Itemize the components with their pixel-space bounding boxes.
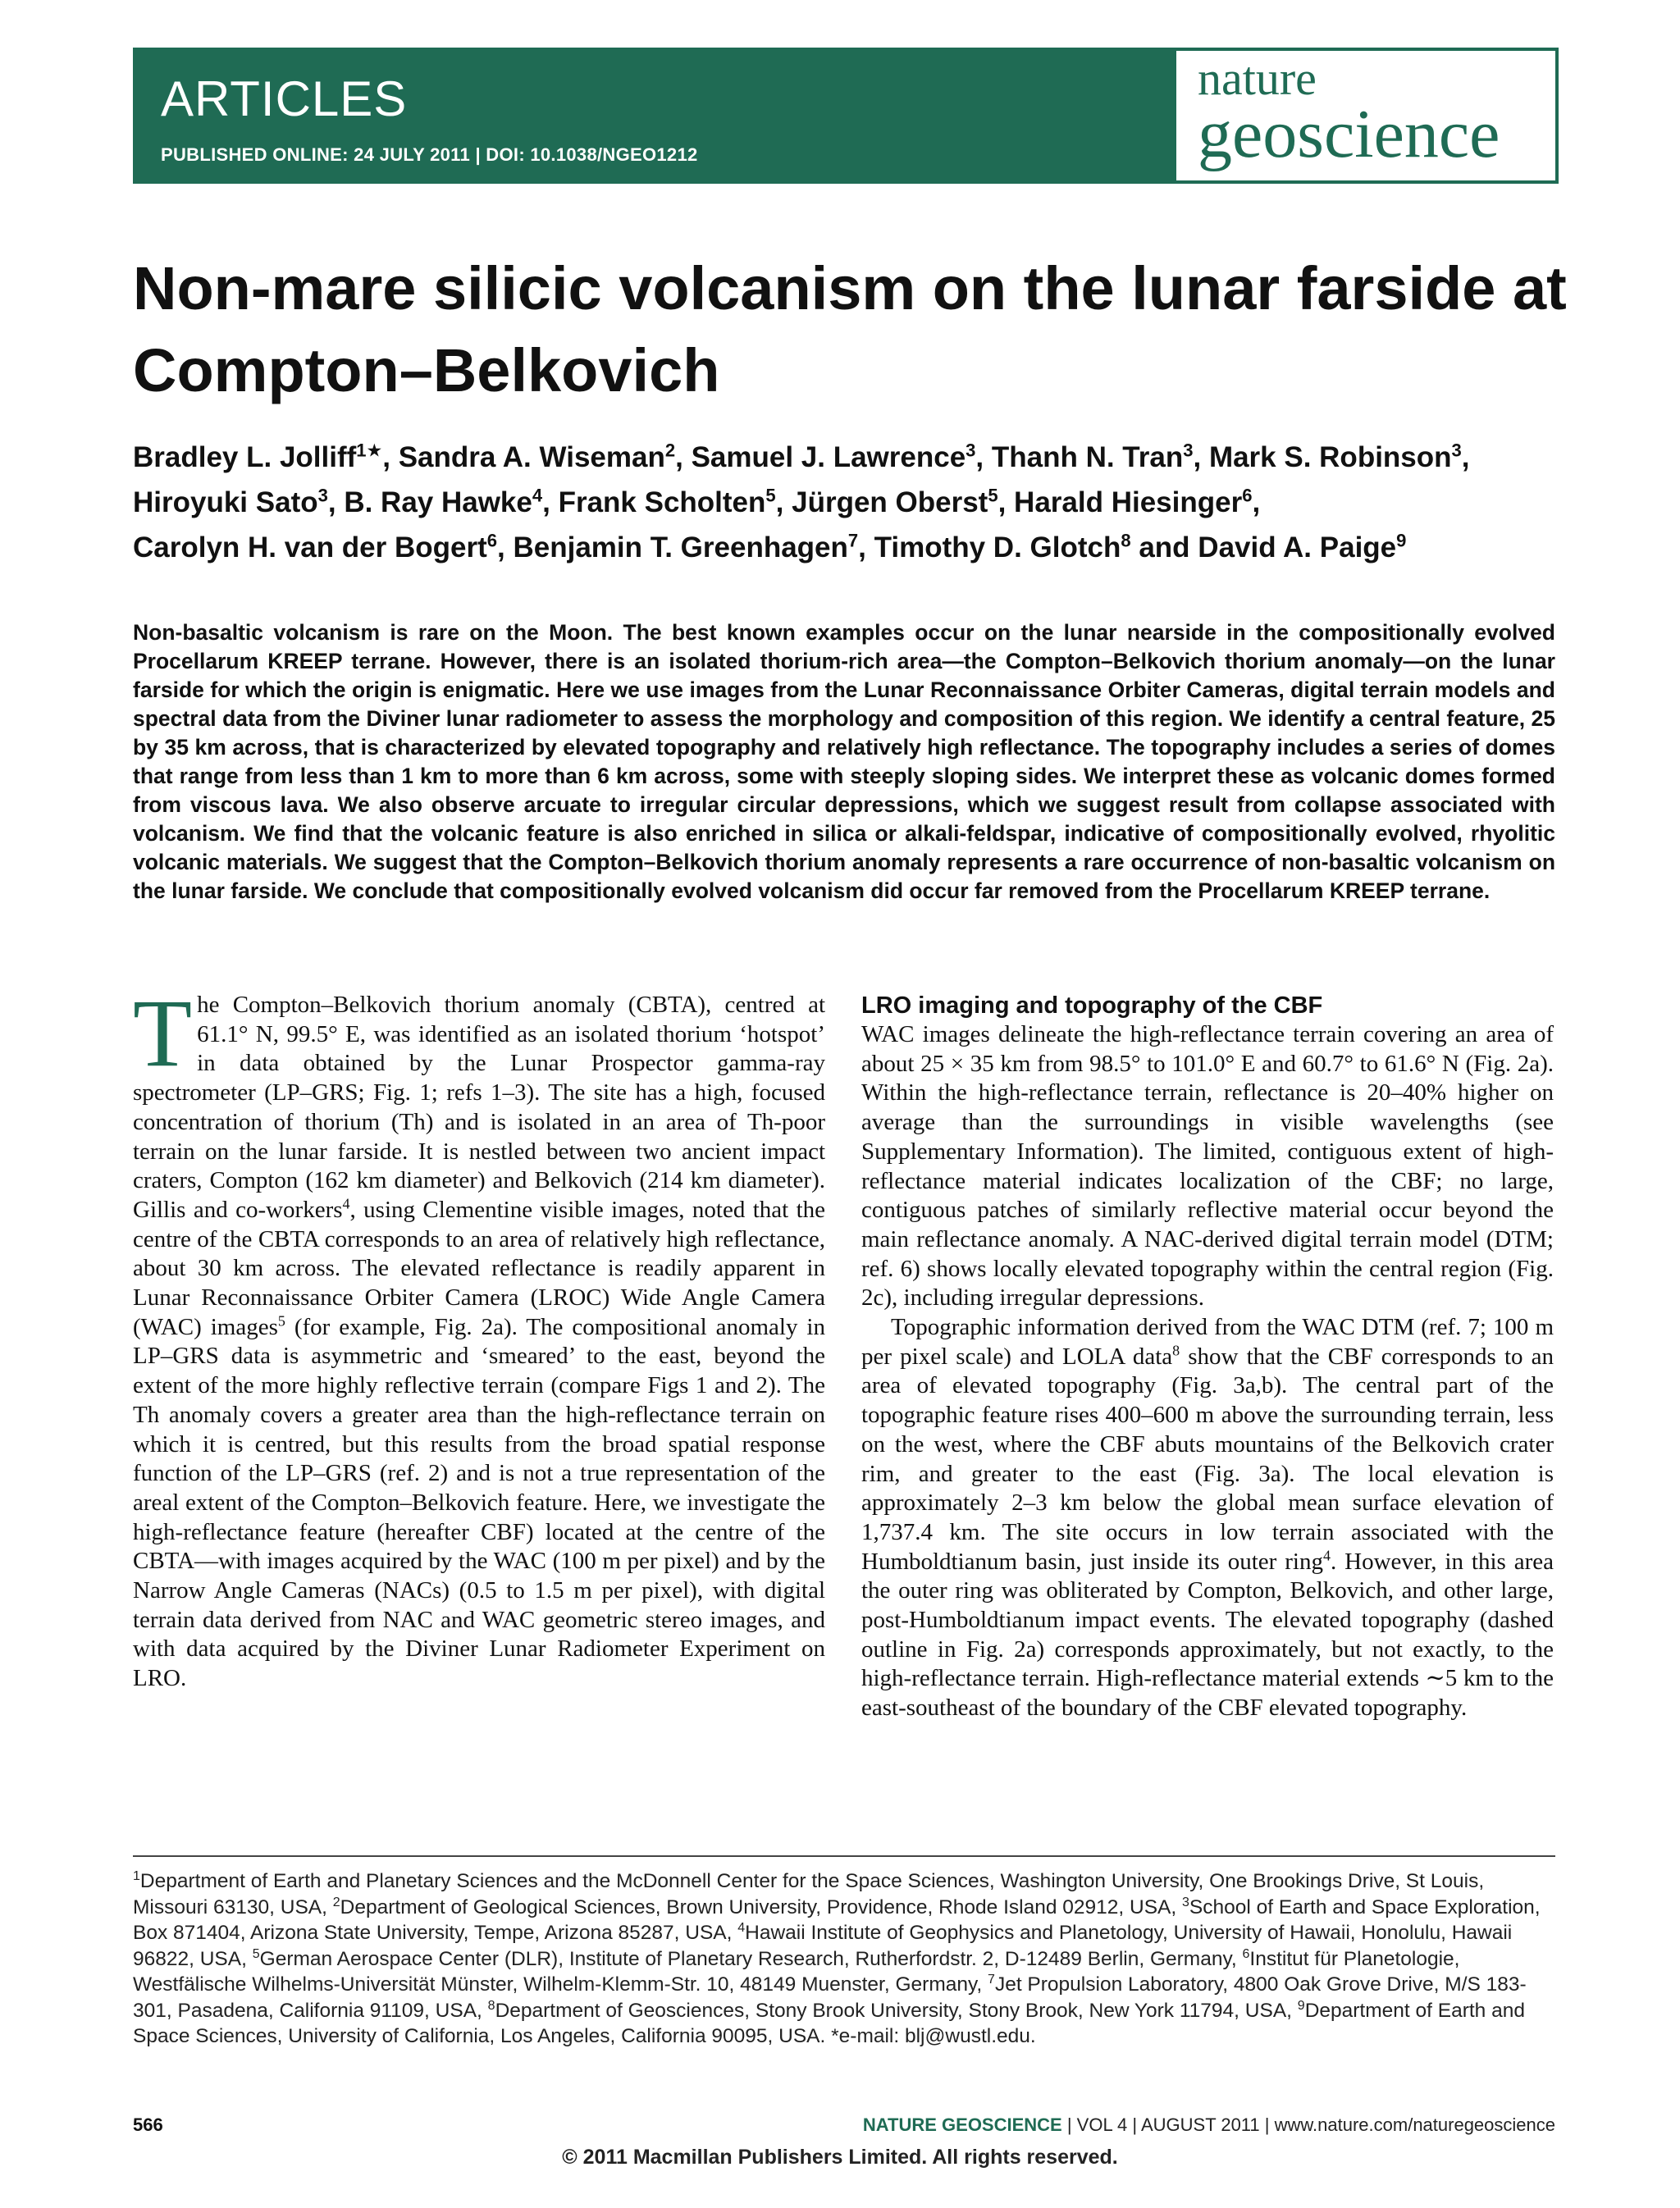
affiliation-number: 9 bbox=[1297, 1998, 1305, 2013]
author-name: Harald Hiesinger bbox=[1014, 486, 1243, 518]
published-line: PUBLISHED ONLINE: 24 JULY 2011 | DOI: 10.1038/NGEO1212 bbox=[161, 144, 698, 165]
text-run: , using Clementine visible images, noted that the centre of the CBTA corresponds to an area of relatively high reflectance, about 30 km across. The elevated reflectance is readily apparent in Lunar Reconnaissance Orbiter Camera (LROC) Wide Angle Camera (WAC) images bbox=[133, 1196, 825, 1340]
affiliation-text: Department of Geosciences, Stony Brook University, Stony Brook, New York 11794, USA, bbox=[495, 1999, 1298, 2022]
author-affiliation-ref: 3 bbox=[966, 440, 976, 461]
journal-name: NATURE GEOSCIENCE bbox=[862, 2114, 1062, 2135]
footnote-divider bbox=[133, 1855, 1555, 1857]
author-affiliation-ref: 3 bbox=[1183, 440, 1194, 461]
affiliation-text: German Aerospace Center (DLR), Institute of Planetary Research, Rutherfordstr. 2, D-12489 Berlin, Germany, bbox=[259, 1947, 1243, 1970]
affiliation-number: 5 bbox=[252, 1946, 260, 1961]
body-column-right bbox=[861, 991, 1554, 1723]
affiliation-number: 3 bbox=[1182, 1895, 1189, 1909]
author-affiliation-ref: 5 bbox=[765, 485, 776, 506]
author-affiliation-ref: 9 bbox=[1396, 530, 1407, 551]
author-separator: , bbox=[975, 441, 992, 473]
author-separator: and bbox=[1130, 531, 1198, 563]
page-number: 566 bbox=[133, 2114, 163, 2135]
body-column-left bbox=[133, 979, 825, 1694]
affiliation-text: Jet Propulsion Laboratory, 4800 Oak Grove Drive, M/S 183-301, Pasadena, California 91109, USA, bbox=[133, 1973, 1527, 2022]
author-separator: , bbox=[775, 486, 792, 518]
citation-ref: 4 bbox=[1322, 1547, 1331, 1563]
affiliation-text: Department of Geological Sciences, Brown University, Providence, Rhode Island 02912, USA, bbox=[340, 1896, 1183, 1918]
affiliation-number: 1 bbox=[133, 1868, 140, 1883]
body-paragraph bbox=[861, 1313, 1554, 1723]
author-name: Hiroyuki Sato bbox=[133, 486, 318, 518]
section-label: ARTICLES bbox=[161, 71, 408, 126]
author-name: Thanh N. Tran bbox=[991, 441, 1184, 473]
issue-info: | VOL 4 | AUGUST 2011 | www.nature.com/naturegeoscience bbox=[1061, 2114, 1555, 2135]
header-band bbox=[133, 48, 1559, 184]
author-affiliation-ref: 8 bbox=[1121, 530, 1131, 551]
article-title: Non-mare silicic volcanism on the lunar farside at Compton–Belkovich bbox=[133, 254, 1567, 404]
affiliation-text: Hawaii Institute of Geophysics and Planetology, University of Hawaii, Honolulu, Hawaii 96822, USA, bbox=[133, 1922, 1513, 1970]
author-name: Samuel J. Lawrence bbox=[691, 441, 966, 473]
footer-journal-info bbox=[863, 2114, 1555, 2136]
text-run: . However, in this area the outer ring was obliterated by Compton, Belkovich, and other large, post-Humboldtianum impact events. The elevated topography (dashed outline in Fig. 2a) corresponds approximately, but not exactly, to the high-reflectance terrain. High-reflectance material extends ∼5 km to the east-southeast of the boundary of the CBF elevated topography. bbox=[861, 1548, 1554, 1722]
author-name: Frank Scholten bbox=[558, 486, 766, 518]
author-name: Timothy D. Glotch bbox=[874, 531, 1121, 563]
author-separator: , bbox=[497, 531, 514, 563]
author-name: B. Ray Hawke bbox=[344, 486, 532, 518]
text-run: Topographic information derived from the WAC DTM (ref. 7; 100 m per pixel scale) and LOLA data bbox=[861, 1314, 1554, 1370]
drop-cap: T bbox=[133, 979, 193, 1087]
author-name: Mark S. Robinson bbox=[1208, 441, 1452, 473]
author-affiliation-ref: 2 bbox=[664, 440, 676, 461]
abstract: Non-basaltic volcanism is rare on the Moon. The best known examples occur on the lunar nearside in the compositionally evolved Procellarum KREEP terrane. However, there is an isolated thorium-rich area—the Compton–Belkovich thorium anomaly—on the lunar farside for which the origin is enigmatic. Here we use images from the Lunar Reconnaissance Orbiter Cameras, digital terrain models and spectral data from the Diviner lunar radiometer to assess the morphology and composition of this region. We identify a central feature, 25 by 35 km across, that is characterized by elevated topography and relatively high reflectance. The topography includes a series of domes that range from less than 1 km to more than 6 km across, some with steeply sloping sides. We interpret these as volcanic domes formed from viscous lava. We also observe arcuate to irregular circular depressions, which we suggest result from collapse associated with volcanism. We find that the volcanic feature is also enriched in silica or alkali-feldspar, indicative of compositionally evolved, rhyolitic volcanic materials. We suggest that the Compton–Belkovich thorium anomaly represents a rare occurrence of non-basaltic volcanism on the lunar farside. We conclude that compositionally evolved volcanism did occur far removed from the Procellarum KREEP terrane. bbox=[133, 620, 1555, 903]
author-separator: , bbox=[998, 486, 1015, 518]
affiliation-text: Institut für Planetologie, Westfälische Wilhelms-Universität Münster, Wilhelm-Klemm-Str. 10, 48149 Muenster, Germany, bbox=[133, 1947, 1460, 1996]
author-affiliation-ref: 5 bbox=[988, 485, 998, 506]
affiliation-number: 8 bbox=[487, 1998, 495, 2013]
author-affiliation-ref: 1★ bbox=[356, 440, 383, 461]
author-affiliation-ref: 3 bbox=[1451, 440, 1462, 461]
author-separator: , bbox=[382, 441, 399, 473]
logo-line-geoscience: geoscience bbox=[1198, 96, 1500, 172]
logo-line-nature: nature bbox=[1198, 52, 1317, 105]
affiliation-number: 7 bbox=[988, 1972, 995, 1987]
author-affiliation-ref: 3 bbox=[317, 485, 328, 506]
affiliation-text: Department of Earth and Planetary Sciences and the McDonnell Center for the Space Sciences, Washington University, One Brookings Drive, St Louis, Missouri 63130, USA, bbox=[133, 1870, 1485, 1918]
author-separator: , bbox=[327, 486, 345, 518]
affiliation-text: School of Earth and Space Exploration, Box 871404, Arizona State University, Tempe, Arizona 85287, USA, bbox=[133, 1896, 1541, 1944]
affiliation-number: 4 bbox=[737, 1920, 746, 1935]
author-affiliation-ref: 7 bbox=[847, 530, 859, 551]
author-separator: , bbox=[675, 441, 692, 473]
citation-ref: 8 bbox=[1172, 1342, 1180, 1359]
author-separator: , bbox=[542, 486, 559, 518]
author-separator: , bbox=[858, 531, 874, 563]
affiliations bbox=[133, 1868, 1555, 2050]
author-name: Benjamin T. Greenhagen bbox=[513, 531, 848, 563]
author-name: Carolyn H. van der Bogert bbox=[133, 531, 487, 563]
author-affiliation-ref: 6 bbox=[486, 530, 498, 551]
body-paragraph: WAC images delineate the high-reflectance terrain covering an area of about 25 × 35 km from 98.5° to 101.0° E and 60.7° to 61.6° N (Fig. 2a). Within the high-reflectance terrain, reflectance is 20–40% higher on average than the surroundings in visible wavelengths (see Supplementary Information). The limited, contiguous extent of high-reflectance material indicates localization of the CBF; no large, contiguous patches of similarly reflective material occur beyond the main reflectance anomaly. A NAC-derived digital terrain model (DTM; ref. 6) shows locally elevated topography within the central region (Fig. 2c), including irregular depressions. bbox=[861, 1021, 1554, 1312]
author-separator: , bbox=[1252, 486, 1261, 518]
text-run: (for example, Fig. 2a). The compositional anomaly in LP–GRS data is asymmetric and ‘smeared’ to the east, beyond the extent of the more highly reflective terrain (compare Figs 1 and 2). The Th anomaly covers a greater area than the high-reflectance terrain on which it is centred, but this results from the broad spatial response function of the LP–GRS (ref. 2) and is not a true representation of the areal extent of the Compton–Belkovich feature. Here, we investigate the high-reflectance feature (hereafter CBF) located at the centre of the CBTA—with images acquired by the WAC (100 m per pixel) and by the Narrow Angle Cameras (NACs) (0.5 to 1.5 m per pixel), with digital terrain data derived from NAC and WAC geometric stereo images, and with data acquired by the Diviner Lunar Radiometer Experiment on LRO. bbox=[133, 1313, 825, 1692]
affiliation-number: 6 bbox=[1242, 1946, 1250, 1961]
author-name: Jürgen Oberst bbox=[792, 486, 988, 518]
author-list bbox=[133, 435, 1577, 570]
section-heading: LRO imaging and topography of the CBF bbox=[861, 992, 1323, 1019]
author-name: Bradley L. Jolliff bbox=[133, 441, 357, 473]
intro-paragraph bbox=[133, 979, 825, 1694]
text-run: he Compton–Belkovich thorium anomaly (CBTA), centred at 61.1° N, 99.5° E, was identified as an isolated thorium ‘hotspot’ in data obtained by the Lunar Prospector gamma-ray spectrometer (LP–GRS; Fig. 1; refs 1–3). The site has a high, focused concentration of thorium (Th) and is isolated in an area of Th-poor terrain on the lunar farside. It is nestled between two ancient impact craters, Compton (162 km diameter) and Belkovich (214 km diameter). Gillis and co-workers bbox=[133, 992, 825, 1223]
affiliation-number: 2 bbox=[332, 1895, 340, 1909]
citation-ref: 5 bbox=[277, 1312, 285, 1330]
author-separator: , bbox=[1461, 441, 1470, 473]
author-affiliation-ref: 4 bbox=[532, 485, 543, 506]
affiliation-text: Department of Earth and Space Sciences, University of California, Los Angeles, California 90095, USA. *e-mail: blj@wustl.edu. bbox=[133, 1999, 1525, 2047]
author-separator: , bbox=[1193, 441, 1209, 473]
citation-ref: 4 bbox=[342, 1195, 350, 1212]
author-affiliation-ref: 6 bbox=[1242, 485, 1253, 506]
journal-logo bbox=[1176, 51, 1555, 180]
author-name: Sandra A. Wiseman bbox=[398, 441, 665, 473]
author-name: David A. Paige bbox=[1198, 531, 1397, 563]
text-run: show that the CBF corresponds to an area of elevated topography (Fig. 3a,b). The central part of the topographic feature rises 400–600 m above the surrounding terrain, less on the west, where the CBF abuts mountains of the Belkovich crater rim, and greater to the east (Fig. 3a). The local elevation is approximately 2–3 km below the global mean surface elevation of 1,737.4 km. The site occurs in low terrain associated with the Humboldtianum basin, just inside its outer ring bbox=[861, 1343, 1554, 1575]
copyright-line: © 2011 Macmillan Publishers Limited. All rights reserved. bbox=[562, 2146, 1118, 2169]
